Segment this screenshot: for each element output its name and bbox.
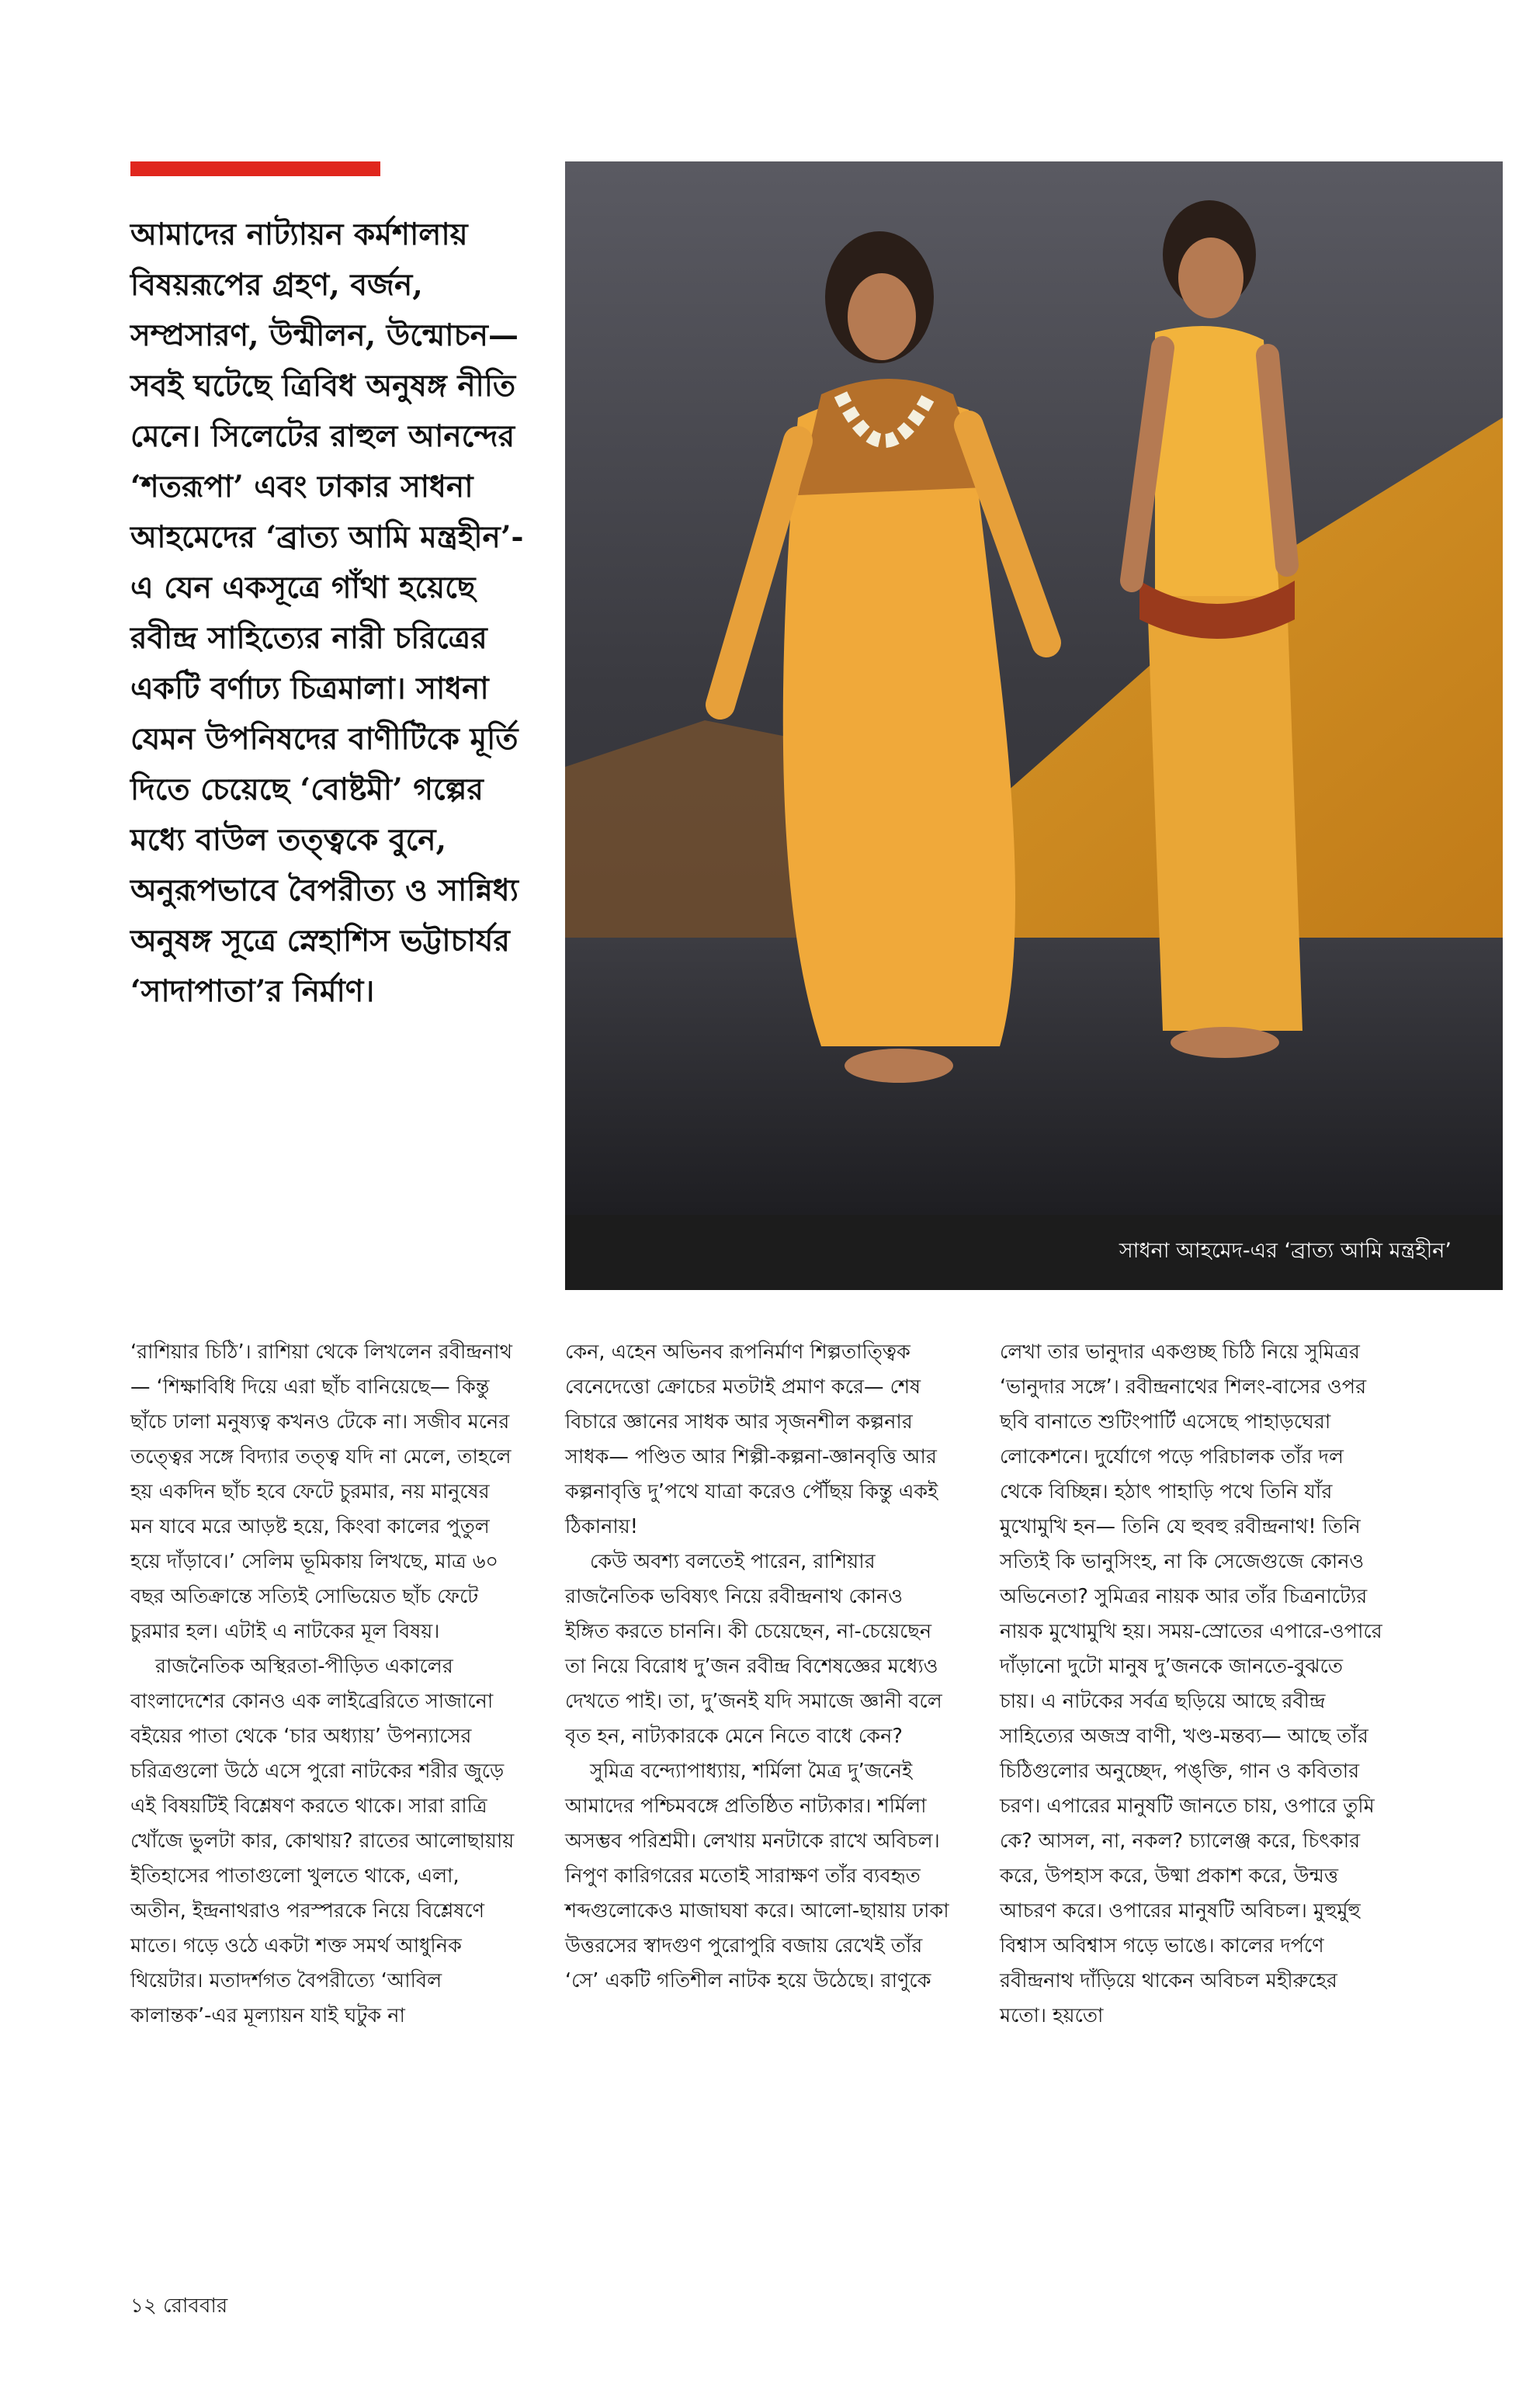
- body-column-3: [1000, 1335, 1384, 2034]
- col1-paragraph-1: ‘রাশিয়ার চিঠি’। রাশিয়া থেকে লিখলেন রবীন্দ্রনাথ— ‘শিক্ষাবিধি দিয়ে এরা ছাঁচ বানিয়েছে— কিন্তু ছাঁচে ঢালা মনুষ্যত্ব কখনও টেকে না। সজীব মনের তত্ত্বের সঙ্গে বিদ্যার তত্ত্ব যদি না মেলে, তাহলে হয় একদিন ছাঁচ হবে ফেটে চুরমার, নয় মানুষের মন যাবে মরে আড়ষ্ট হয়ে, কিংবা কালের পুতুল হয়ে দাঁড়াবে।’ সেলিম ভূমিকায় লিখছে, মাত্র ৬০ বছর অতিক্রান্তে সত্যিই সোভিয়েত ছাঁচ ফেটে চুরমার হল। এটাই এ নাটকের মূল বিষয়।: [130, 1340, 513, 1643]
- photo-caption: [565, 1215, 1503, 1290]
- intro-text: আমাদের নাট্যায়ন কর্মশালায় বিষয়রূপের গ্রহণ, বর্জন, সম্প্রসারণ, উন্মীলন, উন্মোচন— সবই ঘটেছে ত্রিবিধ অনুষঙ্গ নীতি মেনে। সিলেটের রাহুল আনন্দের ‘শতরূপা’ এবং ঢাকার সাধনা আহমেদের ‘ব্রাত্য আমি মন্ত্রহীন’-এ যেন একসূত্রে গাঁথা হয়েছে রবীন্দ্র সাহিত্যের নারী চরিত্রের একটি বর্ণাঢ্য চিত্রমালা। সাধনা যেমন উপনিষদের বাণীটিকে মূর্তি দিতে চেয়েছে ‘বোষ্টমী’ গল্পের মধ্যে বাউল তত্ত্বকে বুনে, অনুরূপভাবে বৈপরীত্য ও সান্নিধ্য অনুষঙ্গ সূত্রে স্নেহাশিস ভট্টাচার্যর ‘সাদাপাতা’র নির্মাণ।: [130, 217, 524, 1009]
- page-folio: ১২ রোববার: [130, 2294, 228, 2318]
- body-column-2: [565, 1335, 949, 1999]
- col3-paragraph-1: লেখা তার ভানুদার একগুচ্ছ চিঠি নিয়ে সুমিত্রর ‘ভানুদার সঙ্গে’। রবীন্দ্রনাথের শিলং-বাসের ওপর ছবি বানাতে শুটিংপার্টি এসেছে পাহাড়ঘেরা লোকেশনে। দুর্যোগে পড়ে পরিচালক তাঁর দল থেকে বিচ্ছিন্ন। হঠাৎ পাহাড়ি পথে তিনি যাঁর মুখোমুখি হন— তিনি যে হুবহু রবীন্দ্রনাথ! তিনি সত্যিই কি ভানুসিংহ, না কি সেজেগুজে কোনও অভিনেতা? সুমিত্রর নায়ক আর তাঁর চিত্রনাট্যের নায়ক মুখোমুখি হয়। সময়-স্রোতের এপারে-ওপারে দাঁড়ানো দুটো মানুষ দু’জনকে জানতে-বুঝতে চায়। এ নাটকের সর্বত্র ছড়িয়ে আছে রবীন্দ্র সাহিত্যের অজস্র বাণী, খণ্ড-মন্তব্য— আছে তাঁর চিঠিগুলোর অনুচ্ছেদ, পঙ্‌ক্তি, গান ও কবিতার চরণ। এপারের মানুষটি জানতে চায়, ওপারে তুমি কে? আসল, না, নকল? চ্যালেঞ্জ করে, চিৎকার করে, উপহাস করে, উষ্মা প্রকাশ করে, উন্মত্ত আচরণ করে। ওপারের মানুষটি অবিচল। মুহুর্মুহু বিশ্বাস অবিশ্বাস গড়ে ভাঙে। কালের দর্পণে রবীন্দ্রনাথ দাঁড়িয়ে থাকেন অবিচল মহীরুহের মতো। হয়তো: [1000, 1340, 1382, 2027]
- col2-paragraph-2: কেউ অবশ্য বলতেই পারেন, রাশিয়ার রাজনৈতিক ভবিষ্যৎ নিয়ে রবীন্দ্রনাথ কোনও ইঙ্গিত করতে চাননি। কী চেয়েছেন, না-চেয়েছেন তা নিয়ে বিরোধ দু’জন রবীন্দ্র বিশেষজ্ঞের মধ্যেও দেখতে পাই। তা, দু’জনই যদি সমাজে জ্ঞানী বলে বৃত হন, নাট্যকারকে মেনে নিতে বাধে কেন?: [565, 1550, 942, 1748]
- photo-caption-text: সাধনা আহমেদ-এর ‘ব্রাত্য আমি মন্ত্রহীন’: [1119, 1239, 1452, 1263]
- col2-paragraph-3: সুমিত্র বন্দ্যোপাধ্যায়, শর্মিলা মৈত্র দু’জনেই আমাদের পশ্চিমবঙ্গে প্রতিষ্ঠিত নাট্যকার। শর্মিলা অসম্ভব পরিশ্রমী। লেখায় মনটাকে রাখে অবিচল। নিপুণ কারিগরের মতোই সারাক্ষণ তাঁর ব্যবহৃত শব্দগুলোকেও মাজাঘষা করে। আলো-ছায়ায় ঢাকা উত্তরসের স্বাদগুণ পুরোপুরি বজায় রেখেই তাঁর ‘সে’ একটি গতিশীল নাটক হয়ে উঠেছে। রাণুকে: [565, 1760, 949, 1992]
- body-column-1: [130, 1335, 515, 2034]
- stage-photo-illustration: [565, 161, 1503, 1215]
- col1-paragraph-2: রাজনৈতিক অস্থিরতা-পীড়িত একালের বাংলাদেশের কোনও এক লাইব্রেরিতে সাজানো বইয়ের পাতা থেকে ‘চার অধ্যায়’ উপন্যাসের চরিত্রগুলো উঠে এসে পুরো নাটকের শরীর জুড়ে এই বিষয়টিই বিশ্লেষণ করতে থাকে। সারা রাত্রি খোঁজে ভুলটা কার, কোথায়? রাতের আলোছায়ায় ইতিহাসের পাতাগুলো খুলতে থাকে, এলা, অতীন, ইন্দ্রনাথরাও পরস্পরকে নিয়ে বিশ্লেষণে মাতে। গড়ে ওঠে একটা শক্ত সমর্থ আধুনিক থিয়েটার। মতাদর্শগত বৈপরীত্যে ‘আবিল কালান্তক’-এর মূল্যায়ন যাই ঘটুক না: [130, 1655, 515, 2027]
- col2-paragraph-1: কেন, এহেন অভিনব রূপনির্মাণ শিল্পতাত্ত্বিক বেনেদেত্তো ক্রোচের মতটাই প্রমাণ করে— শেষ বিচারে জ্ঞানের সাধক আর সৃজনশীল কল্পনার সাধক— পণ্ডিত আর শিল্পী-কল্পনা-জ্ঞানবৃত্তি আর কল্পনাবৃত্তি দু’পথে যাত্রা করেও পৌঁছয় কিন্তু একই ঠিকানায়!: [565, 1340, 938, 1538]
- stage-photo: [565, 161, 1503, 1215]
- intro-blurb: [130, 210, 534, 1017]
- accent-bar: [130, 161, 380, 176]
